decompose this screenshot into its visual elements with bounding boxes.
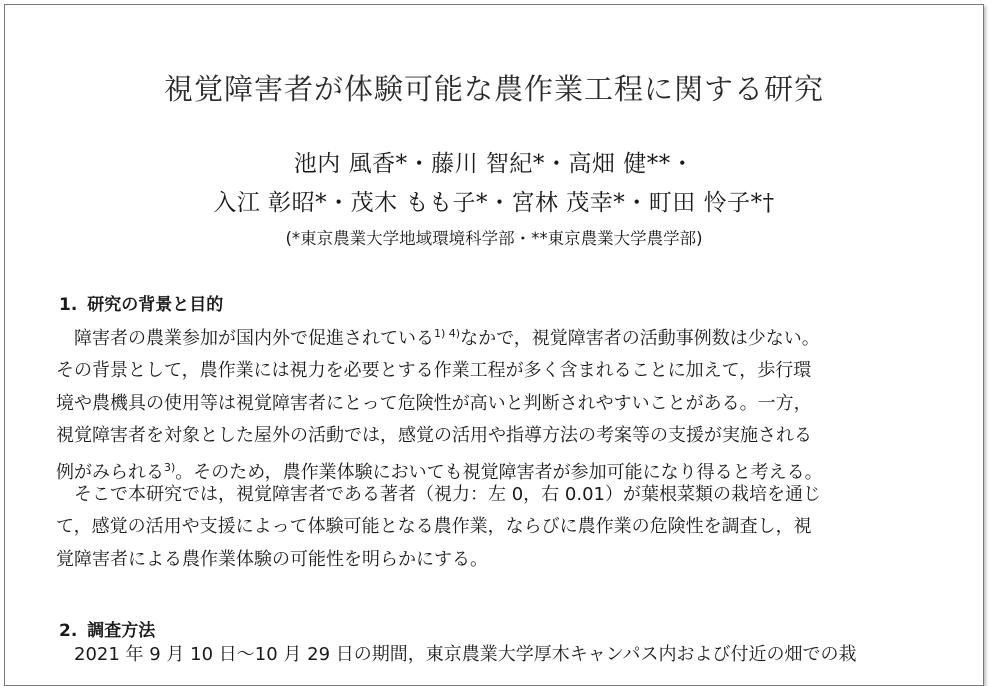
text-run: なかで，視覚障害者の活動事例数は少ない。	[460, 328, 820, 349]
document-page	[4, 4, 984, 686]
citation: 3)	[164, 461, 176, 475]
paragraph-line	[56, 639, 956, 671]
section-1-number: 1.	[59, 295, 78, 315]
section-1-paragraph-1	[56, 318, 956, 489]
paragraph-line: 覚障害者による農作業体験の可能性を明らかにする。	[56, 548, 488, 570]
section-2-title: 調査方法	[87, 621, 156, 641]
paragraph-line: 境や農機具の使用等は視覚障害者にとって危険性が高いと判断されやすいことがある。一方，	[56, 392, 812, 414]
paragraph-line	[56, 318, 956, 355]
text-run: 2021 年 9 月 10 日～10 月 29 日の期間，東京農業大学厚木キャンパス内および付近の畑での栽	[74, 644, 857, 665]
section-2-paragraph-1	[56, 639, 956, 671]
text-run: 障害者の農業参加が国内外で促進されている	[74, 328, 434, 349]
authors-line-2: 入江 彰昭*・茂木 もも子*・宮林 茂幸*・町田 怜子*†	[213, 190, 775, 216]
paragraph-line: て，感覚の活用や支援によって体験可能となる農作業，ならびに農作業の危険性を調査し，視	[56, 516, 812, 538]
section-2-number: 2.	[59, 621, 78, 641]
authors-line-1: 池内 風香*・藤川 智紀*・高畑 健**・	[293, 151, 695, 177]
paragraph-line: その背景として，農作業には視力を必要とする作業工程が多く含まれることに加えて，歩行環	[56, 360, 812, 382]
section-2-heading	[59, 616, 155, 641]
section-1-paragraph-2	[56, 479, 956, 576]
text-run: 。そのため，農作業体験においても視覚障害者が参加可能になり得ると考える。	[175, 462, 823, 484]
section-1-title: 研究の背景と目的	[87, 295, 224, 315]
section-1-heading	[59, 290, 223, 315]
paper-title: 視覚障害者が体験可能な農作業工程に関する研究	[163, 72, 824, 106]
citation: 1) 4)	[434, 327, 461, 340]
paragraph-line	[56, 479, 956, 511]
paragraph-line: 視覚障害者を対象とした屋外の活動では，感覚の活用や指導方法の考案等の支援が実施される	[56, 424, 812, 446]
affiliation: (*東京農業大学地域環境科学部・**東京農業大学農学部)	[285, 229, 703, 248]
text-run: 例がみられる	[56, 462, 164, 484]
text-run: そこで本研究では，視覚障害者である著者（視力：左 0，右 0.01）が葉根菜類の栽培を通じ	[74, 484, 821, 505]
